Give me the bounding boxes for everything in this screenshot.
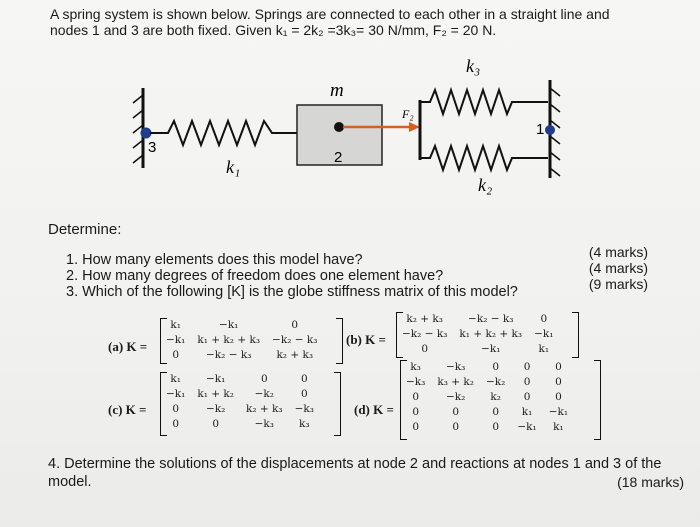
matrix-cell: −k₂ − k₃ [468, 313, 514, 325]
matrix-cell: −k₁ [206, 373, 226, 385]
matrix-c [160, 372, 320, 432]
question-3-num: 3. [66, 284, 79, 300]
matrix-cell: −k₃ [294, 403, 314, 415]
matrix-cell: −k₁ [517, 421, 537, 433]
question-1 [66, 252, 363, 268]
matrix-a [160, 318, 323, 363]
matrix-cell: −k₁ [534, 328, 554, 340]
matrix-cell: −k₁ [481, 343, 501, 355]
node-3-dot [141, 128, 152, 139]
question-4-num: 4. [48, 456, 61, 472]
intro-line-1: A spring system is shown below. Springs are connected to each other in a straight line and [50, 6, 610, 22]
matrix-cell: −k₂ − k₃ [402, 328, 448, 340]
matrix-cell: 0 [260, 373, 268, 385]
matrix-cell: k₁ + k₂ + k₃ [459, 328, 523, 340]
question-1-num: 1. [66, 252, 79, 268]
force-label: F₂ [402, 107, 414, 121]
question-2-marks: (4 marks) [588, 260, 648, 276]
matrix-c-label: (c) K = [108, 402, 147, 417]
matrix-cell: −k₂ − k₃ [272, 334, 318, 346]
question-1-text: How many elements does this model have? [82, 252, 363, 268]
matrix-cell: 0 [412, 406, 420, 418]
matrix-cell: 0 [421, 343, 429, 355]
question-3 [66, 284, 518, 300]
question-4-text: Determine the solutions of the displacements at node 2 and reactions at nodes 1 and 3 of the model. [48, 456, 662, 490]
matrix-cell: −k₂ − k₃ [206, 349, 252, 361]
matrix-cell: 0 [492, 421, 500, 433]
matrix-cell: k₃ [410, 361, 421, 373]
intro-line-2: nodes 1 and 3 are both fixed. Given k₁ = 2k₂ =3k₃= 30 N/mm, F₂ = 20 N. [50, 22, 497, 38]
matrix-cell: 0 [300, 388, 308, 400]
matrix-cell: −k₁ [548, 406, 569, 418]
matrix-cell: 0 [555, 376, 562, 388]
matrix-cell: k₂ [490, 391, 501, 403]
matrix-cell: −k₂ [206, 403, 226, 415]
question-2 [66, 268, 443, 284]
matrix-cell: 0 [523, 361, 531, 373]
matrix-cell: k₁ [538, 343, 550, 355]
matrix-cell: 0 [523, 391, 531, 403]
determine-heading: Determine: [48, 221, 122, 238]
matrix-cell: 0 [412, 421, 420, 433]
matrix-cell: k₃ [299, 418, 310, 430]
matrix-cell: 0 [452, 421, 460, 433]
node-1-label: 1 [536, 121, 545, 138]
matrix-cell: −k₂ [486, 376, 506, 388]
matrix-cell: 0 [540, 313, 548, 325]
matrix-cell: −k₁ [166, 334, 186, 346]
node-1-dot [545, 125, 555, 135]
matrix-cell: k₃ + k₂ [437, 376, 474, 388]
matrix-cell: k₂ + k₃ [406, 313, 444, 325]
matrix-d-label: (d) K = [354, 402, 394, 417]
matrix-a-right-bracket [336, 318, 343, 364]
matrix-cell: −k₃ [446, 361, 466, 373]
matrix-cell: 0 [172, 349, 180, 361]
matrix-d-right-bracket [594, 360, 601, 440]
matrix-cell: 0 [555, 391, 562, 403]
matrix-cell: −k₂ [254, 388, 274, 400]
matrix-b-label: (b) K = [346, 332, 386, 347]
force-arrowhead [409, 122, 420, 132]
matrix-cell: 0 [452, 406, 460, 418]
matrix-cell: k₂ + k₃ [276, 349, 314, 361]
matrix-cell: k₁ + k₂ + k₃ [197, 334, 261, 346]
matrix-cell: 0 [300, 373, 308, 385]
matrix-cell: k₁ [170, 373, 181, 385]
matrix-cell: 0 [291, 319, 299, 331]
question-1-marks: (4 marks) [588, 244, 648, 260]
question-3-text: Which of the following [K] is the globe stiffness matrix of this model? [82, 284, 518, 300]
spring-k2 [420, 146, 548, 170]
matrix-c-right-bracket [334, 372, 341, 436]
mass-label: m [330, 80, 344, 101]
question-2-text: How many degrees of freedom does one element have? [82, 268, 444, 284]
matrix-a-label: (a) K = [108, 339, 148, 354]
matrix-cell: 0 [492, 361, 500, 373]
matrix-cell: k₁ + k₂ [197, 388, 234, 400]
matrix-cell: −k₂ [446, 391, 466, 403]
spring-system-diagram [0, 0, 700, 215]
matrix-cell: −k₁ [166, 388, 186, 400]
matrix-cell: 0 [555, 361, 562, 373]
matrix-cell: k₁ [170, 319, 181, 331]
matrix-cell: k₂ + k₃ [246, 403, 283, 415]
matrix-cell: −k₃ [254, 418, 274, 430]
node-2-dot [334, 122, 344, 132]
spring-k3 [420, 90, 548, 114]
matrix-cell: k₁ [521, 406, 533, 418]
question-4-marks: (18 marks) [617, 474, 684, 490]
matrix-cell: 0 [492, 406, 500, 418]
spring-k1 [150, 121, 297, 145]
matrix-cell: −k₁ [219, 319, 239, 331]
k2-label: k₂ [478, 175, 493, 195]
node-3-label: 3 [148, 139, 157, 156]
matrix-cell: 0 [212, 418, 220, 430]
question-3-marks: (9 marks) [588, 276, 648, 292]
matrix-cell: 0 [172, 418, 180, 430]
matrix-cell: 0 [523, 376, 531, 388]
matrix-cell: −k₃ [406, 376, 426, 388]
matrix-cell: 0 [172, 403, 180, 415]
question-2-num: 2. [66, 268, 79, 284]
k1-label: k₁ [226, 157, 241, 177]
node-2-label: 2 [334, 149, 343, 166]
k3-label: k₃ [466, 56, 481, 76]
matrix-d [400, 360, 574, 435]
matrix-b-right-bracket [572, 312, 579, 358]
matrix-cell: 0 [412, 391, 420, 403]
matrix-b [396, 312, 559, 357]
matrix-cell: k₁ [553, 421, 564, 433]
